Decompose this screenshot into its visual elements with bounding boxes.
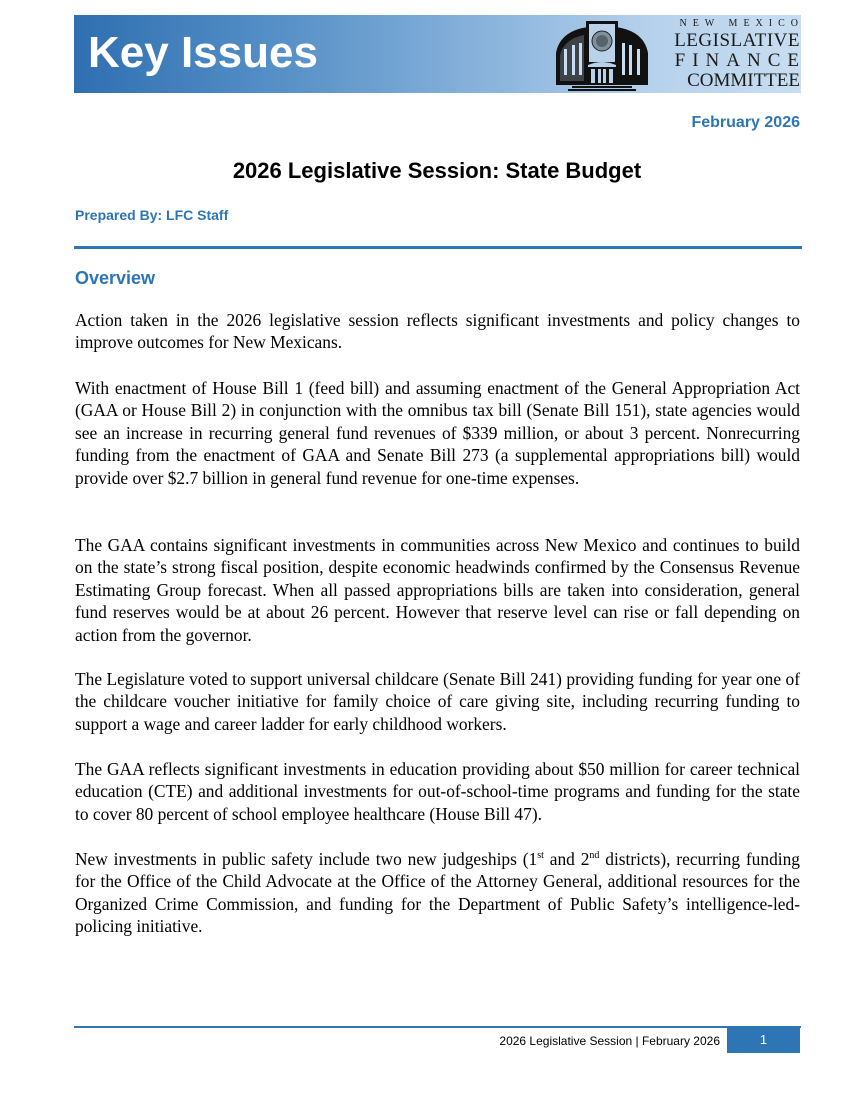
footer-divider [74, 1026, 801, 1028]
publication-date: February 2026 [691, 114, 800, 131]
header-divider [74, 246, 802, 249]
ordinal-suffix: nd [589, 850, 600, 862]
header-banner [74, 15, 806, 93]
paragraph-revenue: With enactment of House Bill 1 (feed bill) and assuming enactment of the General Appropriation Act (GAA or House Bill 2) in conjunction with the omnibus tax bill (Senate Bill 151), state agencies would see an increase in recurring general fund revenues of $339 million, or about 3 percent. Nonrecurring funding from the enactment of GAA and Senate Bill 273 (a supplemental appropriations bill) would provide over $2.7 billion in general fund revenue for one-time expenses. [75, 378, 800, 488]
paragraph-reserves: The GAA contains significant investments in communities across New Mexico and continues to build on the state’s strong fiscal position, despite economic headwinds confirmed by the Consensus Revenue Estimating Group forecast. When all passed appropriations bills are taken into consideration, general fund reserves would be at about 26 percent. However that reserve level can rise or fall depending on action from the governor. [75, 535, 800, 645]
page-number: 1 [727, 1027, 800, 1053]
paragraph-childcare: The Legislature voted to support universal childcare (Senate Bill 241) providing funding for year one of the childcare voucher initiative for family choice of care giving site, including recurring funding to support a wage and career ladder for early childhood workers. [75, 669, 800, 734]
ordinal-suffix: st [537, 850, 544, 862]
paragraph-text: and 2 [543, 849, 590, 869]
page-title: 2026 Legislative Session: State Budget [232, 158, 642, 183]
banner-title: Key Issues [88, 28, 318, 77]
logo-line-finance: FINANCE [674, 50, 806, 71]
logo-line-committee: COMMITTEE [687, 70, 800, 91]
prepared-by: Prepared By: LFC Staff [75, 207, 229, 223]
paragraph-intro: Action taken in the 2026 legislative session reflects significant investments and policy changes to improve outcomes for New Mexicans. [75, 310, 800, 353]
footer-text: 2026 Legislative Session | February 2026 [499, 1034, 720, 1048]
paragraph-text: New investments in public safety include two new judgeships (1 [75, 849, 538, 869]
logo-line-legislative: LEGISLATIVE [674, 30, 800, 51]
lfc-logo-text [652, 17, 806, 91]
paragraph-public-safety [75, 848, 800, 938]
capitol-building-icon [552, 19, 652, 91]
logo-line-new-mexico: NEW MEXICO [679, 18, 804, 29]
paragraph-text: districts), recurring funding for the Office of the Child Advocate at the Office of the Attorney General, additional resources for the Organized Crime Commission, and funding for the Department of Public Safety’s intelligence-led-policing initiative. [75, 849, 800, 937]
section-heading-overview: Overview [75, 268, 156, 288]
paragraph-education: The GAA reflects significant investments in education providing about $50 million for career technical education (CTE) and additional investments for out-of-school-time programs and funding for the state to cover 80 percent of school employee healthcare (House Bill 47). [75, 759, 800, 824]
